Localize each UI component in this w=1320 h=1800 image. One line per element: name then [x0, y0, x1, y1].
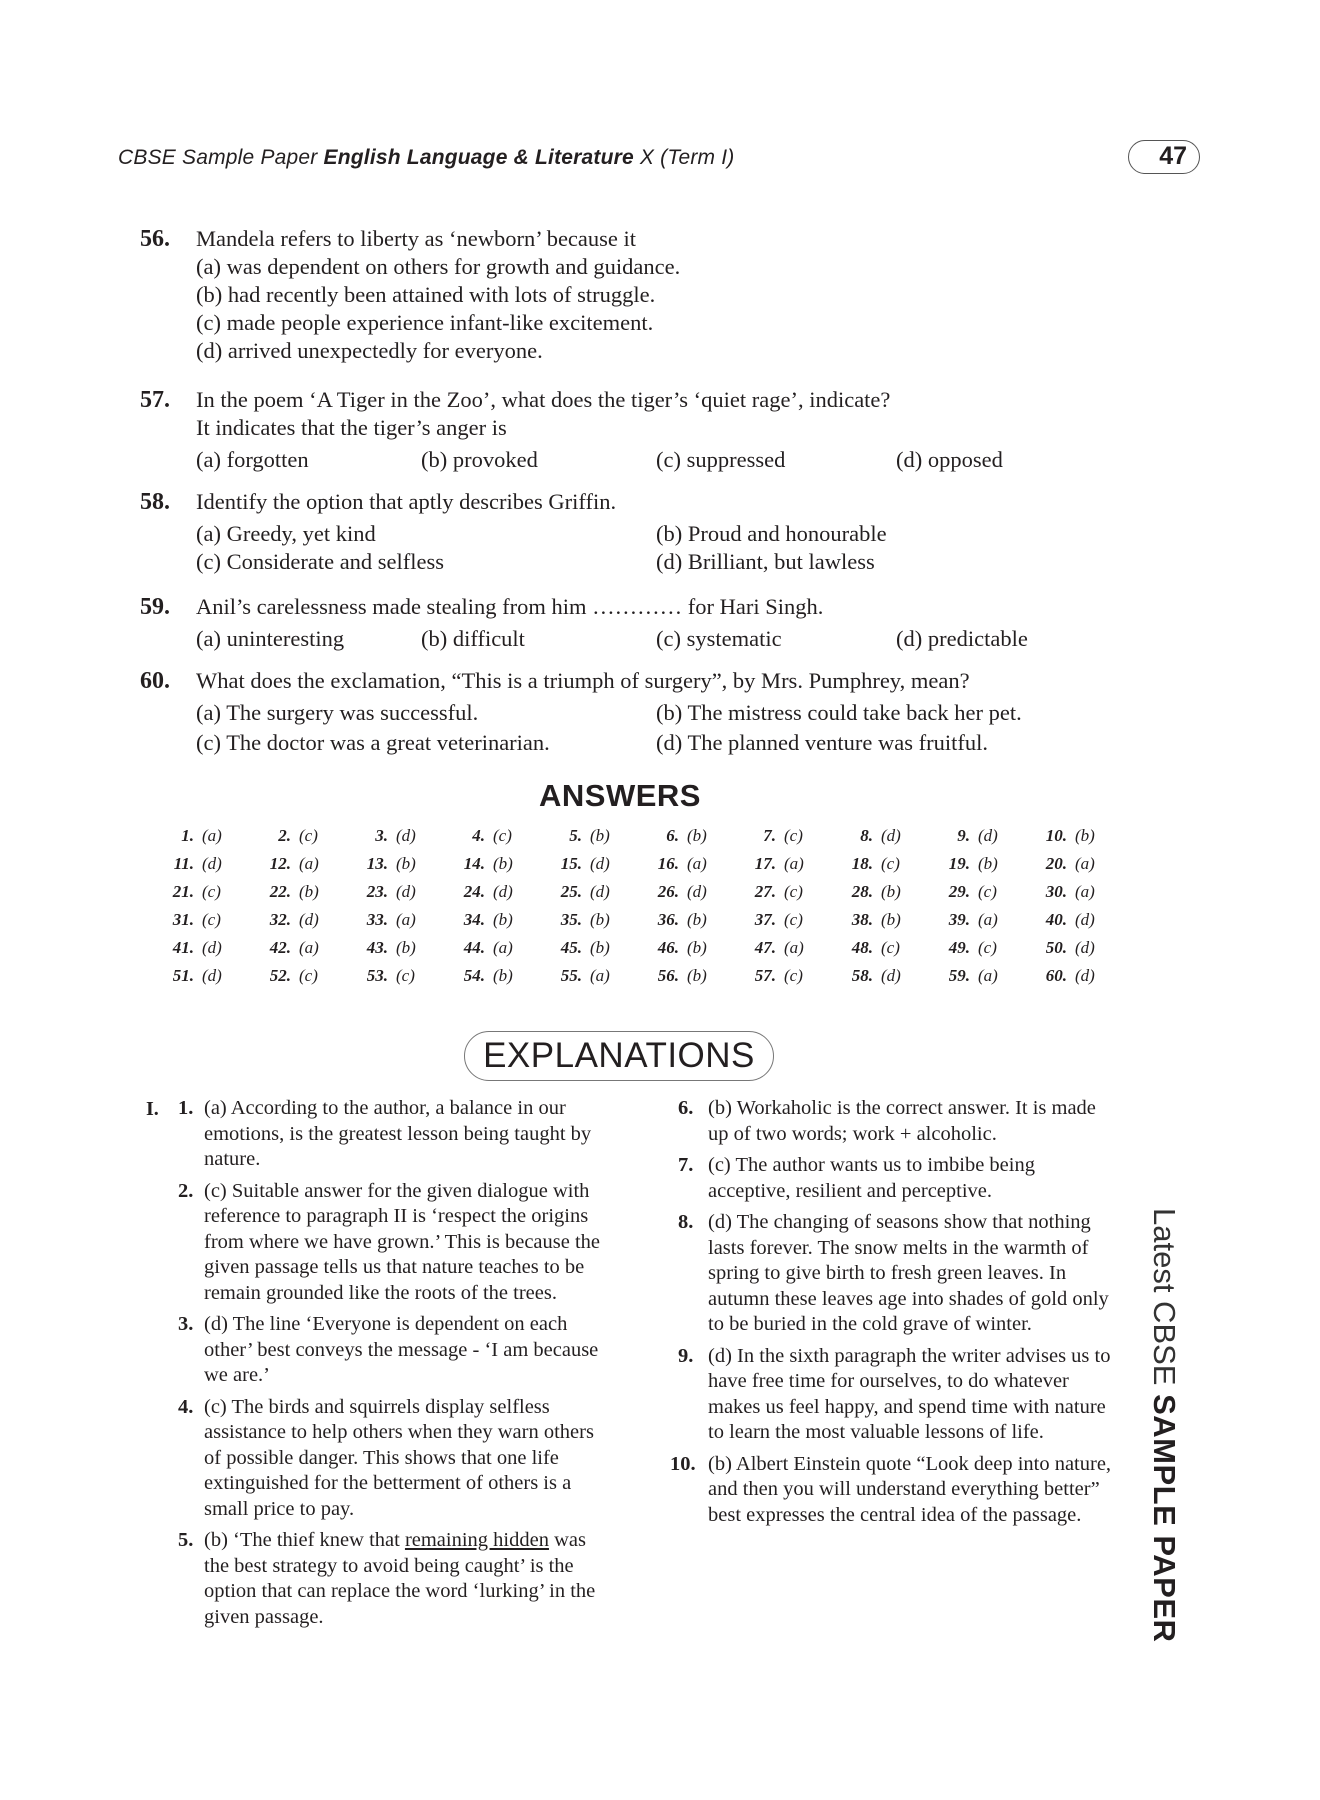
answer-option: (b): [396, 854, 416, 873]
answer-option: (a): [299, 938, 319, 957]
explanation-item: [178, 1312, 608, 1389]
answer-option: (a): [784, 854, 804, 873]
answer-cell: [344, 826, 440, 846]
answer-cell: [829, 854, 925, 874]
question-57: [140, 386, 1120, 474]
explanation-number: 7.: [678, 1154, 694, 1176]
answer-option: (a): [1075, 882, 1095, 901]
answer-cell: [150, 854, 246, 874]
answer-option: (d): [1075, 910, 1095, 929]
answer-cell: [829, 882, 925, 902]
answer-cell: [247, 966, 343, 986]
answer-question-number: 29.: [948, 882, 970, 901]
option-a: (a) The surgery was successful.: [196, 700, 479, 725]
explanation-item: [178, 1395, 608, 1523]
explanations-left-column: [178, 1096, 608, 1636]
question-60: [140, 667, 1120, 757]
answer-question-number: 44.: [463, 938, 485, 957]
side-banner-light: Latest CBSE: [1147, 1208, 1182, 1395]
answer-cell: [247, 938, 343, 958]
answer-question-number: 53.: [366, 966, 388, 985]
answer-question-number: 49.: [948, 938, 970, 957]
option-b: (b) Proud and honourable: [656, 521, 887, 546]
answer-option: (d): [1075, 938, 1095, 957]
explanation-number: 6.: [678, 1097, 694, 1119]
answer-option: (c): [784, 826, 803, 845]
answer-cell: [538, 938, 634, 958]
question-number: 60.: [140, 668, 170, 694]
answer-option: (d): [299, 910, 319, 929]
answer-question-number: 24.: [463, 882, 485, 901]
answer-cell: [829, 910, 925, 930]
answer-option: (d): [493, 882, 513, 901]
question-text: Mandela refers to liberty as ‘newborn’ because it: [196, 226, 637, 251]
side-banner: [1146, 1208, 1182, 1642]
section-number: I.: [146, 1098, 159, 1120]
answer-option: (b): [687, 938, 707, 957]
answer-option: (b): [687, 910, 707, 929]
answer-cell: [150, 966, 246, 986]
answer-cell: [538, 826, 634, 846]
answer-cell: [635, 966, 731, 986]
answer-option: (a): [784, 938, 804, 957]
answer-option: (a): [978, 910, 998, 929]
answer-option: (a): [687, 854, 707, 873]
answer-question-number: 5.: [569, 826, 582, 845]
answer-option: (b): [881, 882, 901, 901]
answer-option: (d): [1075, 966, 1095, 985]
answer-option: (b): [493, 966, 513, 985]
question-text: Anil’s carelessness made stealing from him ………… for Hari Singh.: [196, 594, 824, 619]
answer-question-number: 27.: [754, 882, 776, 901]
option-b: (b) The mistress could take back her pet.: [656, 700, 1022, 725]
options-row: [196, 625, 1120, 653]
answer-cell: [538, 882, 634, 902]
answer-question-number: 37.: [754, 910, 776, 929]
answer-question-number: 45.: [560, 938, 582, 957]
answer-option: (b): [590, 910, 610, 929]
answer-option: (c): [202, 882, 221, 901]
answer-question-number: 18.: [851, 854, 873, 873]
question-text: Identify the option that aptly describes Griffin.: [196, 489, 617, 514]
explanation-number: 10.: [670, 1452, 696, 1475]
option-a: (a) uninteresting: [196, 626, 345, 651]
answer-question-number: 7.: [763, 826, 776, 845]
explanation-number: 9.: [678, 1344, 694, 1367]
answer-question-number: 13.: [366, 854, 388, 873]
explanation-text: (d) The changing of seasons show that nothing lasts forever. The snow melts in the warmth of spring to give birth to fresh green leaves. In autumn these leaves age into shades of gold only to be buried in the cold grave of winter.: [708, 1211, 1109, 1335]
answer-question-number: 46.: [657, 938, 679, 957]
question-number: 58.: [140, 489, 170, 515]
answer-cell: [344, 966, 440, 986]
running-head-subject: English Language & Literature: [323, 146, 634, 169]
explanation-number: 1.: [178, 1097, 194, 1119]
answer-question-number: 3.: [375, 826, 388, 845]
answer-question-number: 21.: [172, 882, 194, 901]
answer-cell: [635, 910, 731, 930]
answer-cell: [441, 910, 537, 930]
explanation-item: [178, 1096, 608, 1173]
answer-question-number: 54.: [463, 966, 485, 985]
option-c: (c) suppressed: [656, 447, 786, 472]
answer-question-number: 16.: [657, 854, 679, 873]
answer-option: (c): [493, 826, 512, 845]
explanation-text: (b) Albert Einstein quote “Look deep into nature, and then you will understand everything better” best expresses the central idea of the passage.: [708, 1452, 1112, 1526]
answer-question-number: 12.: [269, 854, 291, 873]
answer-cell: [926, 938, 1022, 958]
answer-cell: [635, 854, 731, 874]
answer-option: (d): [590, 854, 610, 873]
answer-cell: [538, 854, 634, 874]
answer-question-number: 42.: [269, 938, 291, 957]
answer-option: (c): [202, 910, 221, 929]
answer-cell: [150, 938, 246, 958]
answer-cell: [1023, 938, 1119, 958]
answer-cell: [441, 854, 537, 874]
answer-cell: [441, 882, 537, 902]
answer-question-number: 23.: [366, 882, 388, 901]
answer-cell: [150, 826, 246, 846]
option-b: (b) had recently been attained with lots of struggle.: [196, 282, 656, 307]
answers-grid: [150, 826, 1110, 994]
option-d: (d) The planned venture was fruitful.: [656, 730, 988, 755]
answer-cell: [926, 966, 1022, 986]
answer-option: (b): [1075, 826, 1095, 845]
running-head-prefix: CBSE Sample Paper: [118, 146, 324, 169]
explanation-text: (b) Workaholic is the correct answer. It is made up of two words; work + alcoholic.: [708, 1097, 1096, 1145]
answer-cell: [732, 938, 828, 958]
answer-option: (c): [299, 826, 318, 845]
explanation-item: [670, 1452, 1118, 1529]
explanations-right-column: [670, 1096, 1118, 1534]
answer-option: (d): [978, 826, 998, 845]
option-c: (c) made people experience infant-like excitement.: [196, 310, 654, 335]
answer-option: (a): [590, 966, 610, 985]
answer-question-number: 9.: [957, 826, 970, 845]
answer-option: (d): [202, 938, 222, 957]
page-number-badge: [1128, 140, 1200, 174]
answer-question-number: 41.: [172, 938, 194, 957]
option-b: (b) provoked: [421, 447, 538, 472]
answer-cell: [538, 966, 634, 986]
option-c: (c) systematic: [656, 626, 782, 651]
question-56: [140, 225, 1120, 365]
answer-cell: [441, 938, 537, 958]
answer-question-number: 52.: [269, 966, 291, 985]
answer-option: (c): [881, 854, 900, 873]
explanation-item: [678, 1096, 1118, 1147]
answer-question-number: 58.: [851, 966, 873, 985]
answer-question-number: 60.: [1045, 966, 1067, 985]
answer-question-number: 20.: [1045, 854, 1067, 873]
answer-cell: [1023, 966, 1119, 986]
answer-option: (a): [299, 854, 319, 873]
answer-cell: [344, 938, 440, 958]
answer-question-number: 8.: [860, 826, 873, 845]
answer-cell: [926, 882, 1022, 902]
answers-row: [150, 910, 1110, 938]
options-row: [196, 699, 1120, 727]
answer-option: (d): [881, 826, 901, 845]
explanation-text: (d) The line ‘Everyone is dependent on each other’ best conveys the message - ‘I am because we are.’: [204, 1313, 599, 1386]
answer-option: (b): [590, 826, 610, 845]
answer-option: (a): [1075, 854, 1095, 873]
question-text-line2: It indicates that the tiger’s anger is: [196, 415, 507, 440]
answer-option: (d): [590, 882, 610, 901]
answer-question-number: 30.: [1045, 882, 1067, 901]
answer-question-number: 43.: [366, 938, 388, 957]
answer-option: (c): [784, 910, 803, 929]
answer-cell: [926, 910, 1022, 930]
answer-cell: [732, 966, 828, 986]
question-text: In the poem ‘A Tiger in the Zoo’, what does the tiger’s ‘quiet rage’, indicate?: [196, 387, 891, 412]
page-number: 47: [1159, 142, 1187, 170]
answer-cell: [1023, 882, 1119, 902]
answer-question-number: 56.: [657, 966, 679, 985]
answer-option: (b): [493, 854, 513, 873]
answer-cell: [829, 966, 925, 986]
answer-cell: [829, 938, 925, 958]
answer-cell: [732, 910, 828, 930]
question-58: [140, 488, 1120, 576]
answer-cell: [732, 854, 828, 874]
answer-question-number: 11.: [173, 854, 194, 873]
answers-row: [150, 966, 1110, 994]
answer-question-number: 19.: [948, 854, 970, 873]
options-list: [196, 253, 1120, 365]
answer-cell: [150, 882, 246, 902]
answer-cell: [247, 882, 343, 902]
answer-question-number: 47.: [754, 938, 776, 957]
answer-cell: [1023, 826, 1119, 846]
answer-cell: [635, 882, 731, 902]
answer-cell: [344, 882, 440, 902]
answer-cell: [1023, 910, 1119, 930]
explanation-text-post: was the best strategy to avoid being caught’ is the option that can replace the word ‘lurking’ in the given passage.: [204, 1529, 596, 1628]
answer-cell: [635, 938, 731, 958]
answer-cell: [732, 882, 828, 902]
answer-option: (b): [396, 938, 416, 957]
underlined-phrase: remaining hidden: [404, 1529, 549, 1551]
explanation-item: [678, 1153, 1118, 1204]
explanation-number: 8.: [678, 1211, 694, 1233]
answer-option: (c): [978, 938, 997, 957]
explanation-text: (c) Suitable answer for the given dialogue with reference to paragraph II is ‘respect the origins from where we have grown.’ This is because the given passage tells us that nature teaches to be remain grounded like the roots of the trees.: [204, 1179, 601, 1304]
running-head-suffix: X (Term I): [633, 146, 735, 169]
answer-question-number: 25.: [560, 882, 582, 901]
answer-option: (b): [687, 826, 707, 845]
explanation-number: 4.: [178, 1395, 194, 1418]
answer-cell: [732, 826, 828, 846]
options-row: [196, 548, 1120, 576]
answer-question-number: 10.: [1045, 826, 1067, 845]
answer-question-number: 17.: [754, 854, 776, 873]
option-d: (d) opposed: [896, 447, 1003, 472]
answers-row: [150, 882, 1110, 910]
explanation-number: 3.: [178, 1313, 194, 1335]
answer-question-number: 48.: [851, 938, 873, 957]
answer-cell: [247, 910, 343, 930]
answer-option: (d): [396, 826, 416, 845]
answer-option: (a): [202, 826, 222, 845]
answer-cell: [538, 910, 634, 930]
answer-question-number: 50.: [1045, 938, 1067, 957]
answer-question-number: 32.: [269, 910, 291, 929]
answer-question-number: 22.: [269, 882, 291, 901]
answer-cell: [926, 854, 1022, 874]
answer-question-number: 57.: [754, 966, 776, 985]
explanation-item: [178, 1179, 608, 1307]
answer-option: (b): [299, 882, 319, 901]
answer-question-number: 14.: [463, 854, 485, 873]
answer-option: (d): [881, 966, 901, 985]
answer-option: (c): [396, 966, 415, 985]
answer-question-number: 31.: [172, 910, 194, 929]
answer-question-number: 26.: [657, 882, 679, 901]
option-d: (d) predictable: [896, 626, 1028, 651]
answer-cell: [247, 854, 343, 874]
question-number: 59.: [140, 594, 170, 620]
explanation-item: [178, 1528, 608, 1630]
answer-option: (b): [590, 938, 610, 957]
explanation-number: 5.: [178, 1529, 194, 1551]
answer-question-number: 4.: [472, 826, 485, 845]
answers-row: [150, 938, 1110, 966]
answer-question-number: 38.: [851, 910, 873, 929]
answers-row: [150, 854, 1110, 882]
answer-question-number: 1.: [181, 826, 194, 845]
answer-option: (b): [881, 910, 901, 929]
option-a: (a) was dependent on others for growth and guidance.: [196, 254, 681, 279]
answer-option: (c): [784, 966, 803, 985]
explanation-item: [678, 1344, 1118, 1446]
option-a: (a) forgotten: [196, 447, 309, 472]
question-text: What does the exclamation, “This is a triumph of surgery”, by Mrs. Pumphrey, mean?: [196, 668, 970, 693]
options-row: [196, 520, 1120, 548]
answer-question-number: 33.: [366, 910, 388, 929]
answer-question-number: 51.: [172, 966, 194, 985]
side-banner-bold: SAMPLE PAPER: [1147, 1394, 1182, 1643]
option-d: (d) Brilliant, but lawless: [656, 549, 875, 574]
answer-question-number: 36.: [657, 910, 679, 929]
answer-option: (a): [978, 966, 998, 985]
options-row: [196, 446, 1120, 474]
explanation-text: (c) The birds and squirrels display selfless assistance to help others when they warn others of possible danger. This shows that one life extinguished for the betterment of others is a small price to pay.: [204, 1395, 594, 1520]
answer-question-number: 28.: [851, 882, 873, 901]
explanations-heading: EXPLANATIONS: [483, 1036, 755, 1075]
answer-question-number: 35.: [560, 910, 582, 929]
answer-option: (a): [396, 910, 416, 929]
answer-option: (d): [202, 966, 222, 985]
answer-cell: [441, 966, 537, 986]
answer-cell: [926, 826, 1022, 846]
option-c: (c) Considerate and selfless: [196, 549, 445, 574]
answers-heading: ANSWERS: [539, 778, 701, 813]
options-row: [196, 729, 1120, 757]
answer-question-number: 55.: [560, 966, 582, 985]
answer-question-number: 2.: [278, 826, 291, 845]
answers-row: [150, 826, 1110, 854]
answer-option: (d): [687, 882, 707, 901]
explanation-text: (d) In the sixth paragraph the writer advises us to have free time for ourselves, to do whatever makes us feel happy, and spend time with nature to learn the most valuable lessons of life.: [708, 1344, 1111, 1443]
option-b: (b) difficult: [421, 626, 525, 651]
answer-option: (d): [202, 854, 222, 873]
running-head: [118, 146, 734, 170]
answer-cell: [344, 854, 440, 874]
answer-option: (c): [299, 966, 318, 985]
answer-option: (d): [396, 882, 416, 901]
explanation-text-pre: (b) ‘The thief knew that: [204, 1529, 405, 1551]
question-number: 56.: [140, 226, 170, 252]
answer-option: (b): [493, 910, 513, 929]
answer-question-number: 34.: [463, 910, 485, 929]
option-d: (d) arrived unexpectedly for everyone.: [196, 338, 543, 363]
answer-option: (c): [978, 882, 997, 901]
answer-option: (c): [784, 882, 803, 901]
option-c: (c) The doctor was a great veterinarian.: [196, 730, 550, 755]
answer-cell: [635, 826, 731, 846]
answer-option: (b): [687, 966, 707, 985]
question-59: [140, 593, 1120, 653]
answer-option: (a): [493, 938, 513, 957]
answer-question-number: 39.: [948, 910, 970, 929]
answer-question-number: 6.: [666, 826, 679, 845]
answer-cell: [829, 826, 925, 846]
explanations-heading-box: [464, 1031, 774, 1081]
answer-question-number: 59.: [948, 966, 970, 985]
answer-cell: [441, 826, 537, 846]
question-number: 57.: [140, 387, 170, 413]
explanation-text: (a) According to the author, a balance in our emotions, is the greatest lesson being taught by nature.: [204, 1097, 592, 1170]
answer-option: (b): [978, 854, 998, 873]
answer-question-number: 15.: [560, 854, 582, 873]
answer-option: (c): [881, 938, 900, 957]
answer-cell: [344, 910, 440, 930]
answer-cell: [150, 910, 246, 930]
answer-question-number: 40.: [1045, 910, 1067, 929]
explanation-item: [678, 1210, 1118, 1338]
option-a: (a) Greedy, yet kind: [196, 521, 376, 546]
explanation-text: (c) The author wants us to imbibe being acceptive, resilient and perceptive.: [708, 1154, 1035, 1202]
answer-cell: [247, 826, 343, 846]
explanation-number: 2.: [178, 1179, 194, 1202]
answer-cell: [1023, 854, 1119, 874]
